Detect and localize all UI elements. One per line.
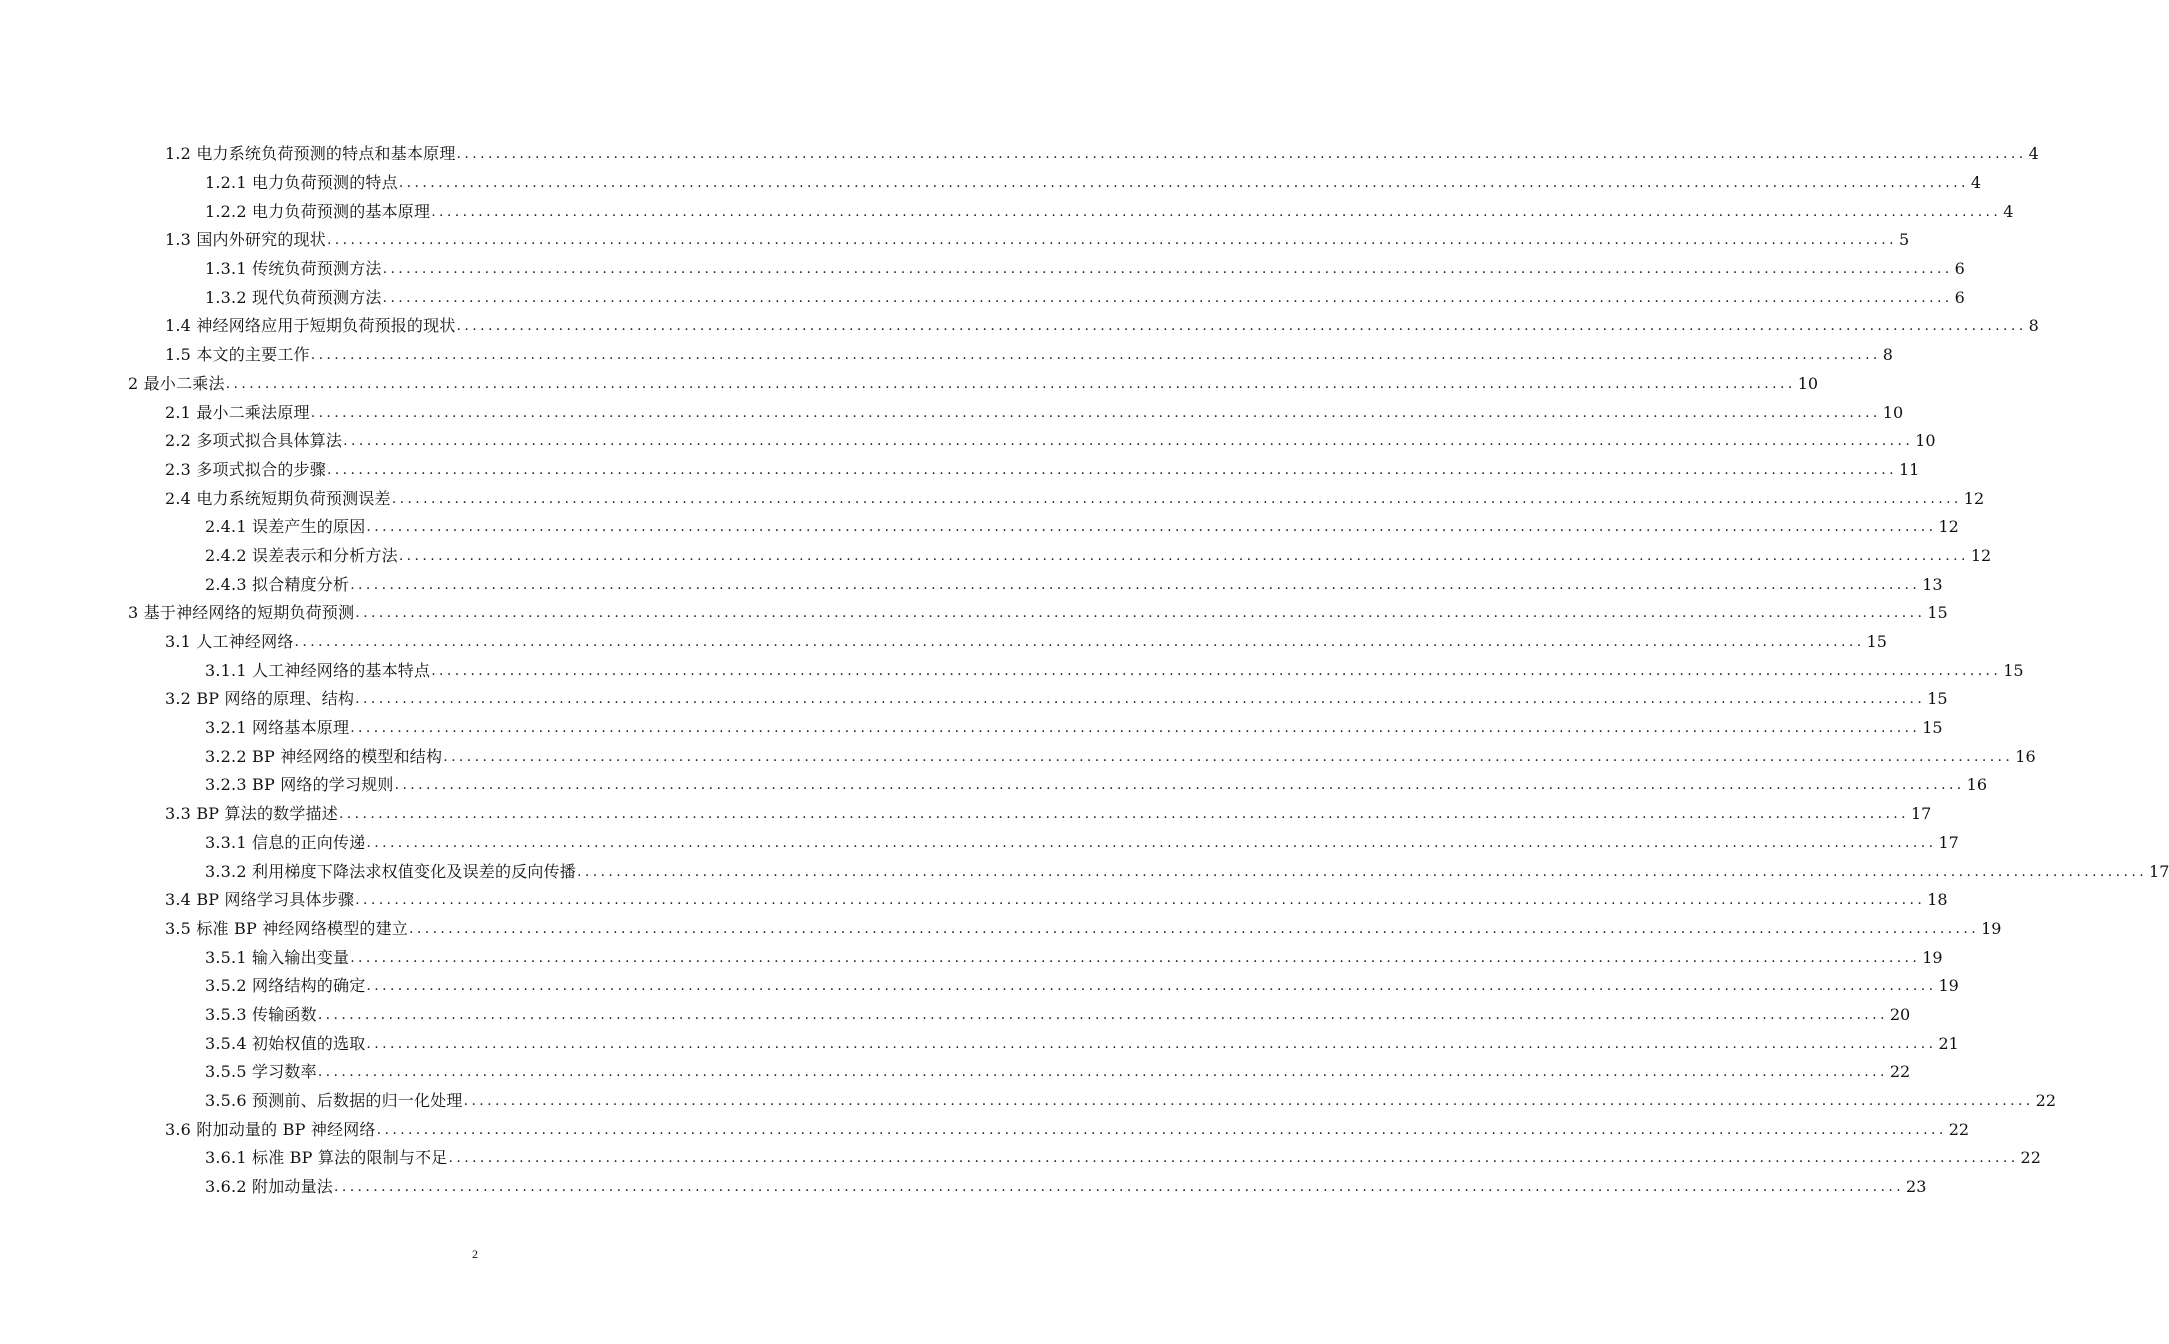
- toc-dot-leader: ........................................................................................................................................................................................................: [225, 375, 1796, 392]
- toc-entry-title: 3.5 标准 BP 神经网络模型的建立: [165, 918, 409, 938]
- toc-dot-leader: ........................................................................................................................................................................................................: [350, 949, 1921, 966]
- toc-entry-title: 2.1 最小二乘法原理: [165, 402, 310, 422]
- toc-entry[interactable]: [0, 742, 2036, 771]
- toc-entry[interactable]: [0, 513, 1959, 542]
- toc-entry[interactable]: [0, 398, 1904, 427]
- toc-dot-leader: ........................................................................................................................................................................................................: [382, 289, 1953, 306]
- toc-entry-title: 1.3 国内外研究的现状: [165, 230, 326, 250]
- toc-entry-page: 15: [1866, 632, 1887, 652]
- toc-entry-title: 3.3.2 利用梯度下降法求权值变化及误差的反向传播: [205, 861, 576, 881]
- toc-entry[interactable]: [0, 197, 2014, 226]
- toc-dot-leader: ........................................................................................................................................................................................................: [366, 519, 1937, 536]
- toc-dot-leader: ........................................................................................................................................................................................................: [456, 318, 2027, 335]
- toc-entry-title: 3.2.1 网络基本原理: [205, 718, 350, 738]
- toc-entry-title: 1.2.1 电力负荷预测的特点: [205, 173, 398, 193]
- toc-dot-leader: ........................................................................................................................................................................................................: [391, 490, 1962, 507]
- toc-entry[interactable]: [0, 456, 1920, 485]
- toc-entry[interactable]: [0, 714, 1943, 743]
- toc-dot-leader: ........................................................................................................................................................................................................: [326, 461, 1897, 478]
- toc-entry-page: 15: [2003, 660, 2024, 680]
- toc-dot-leader: ........................................................................................................................................................................................................: [334, 1179, 1905, 1196]
- toc-entry[interactable]: [0, 1173, 1927, 1202]
- toc-entry[interactable]: [0, 542, 1992, 571]
- toc-entry[interactable]: [0, 972, 1959, 1001]
- toc-dot-leader: ........................................................................................................................................................................................................: [366, 834, 1937, 851]
- toc-entry-title: 3.2.2 BP 神经网络的模型和结构: [205, 746, 443, 766]
- toc-entry-page: 5: [1898, 230, 1910, 250]
- toc-entry-title: 3 基于神经网络的短期负荷预测: [128, 603, 355, 623]
- toc-dot-leader: ........................................................................................................................................................................................................: [376, 1121, 1947, 1138]
- toc-entry-title: 3.5.2 网络结构的确定: [205, 976, 366, 996]
- toc-entry-page: 16: [1966, 775, 1988, 795]
- toc-entry[interactable]: [0, 1058, 1911, 1087]
- toc-entry-title: 3.1 人工神经网络: [165, 632, 294, 652]
- toc-entry-page: 17: [1911, 804, 1932, 824]
- toc-entry-title: 1.3.2 现代负荷预测方法: [205, 287, 382, 307]
- toc-entry-page: 8: [1882, 345, 1893, 365]
- toc-entry[interactable]: [0, 341, 1893, 370]
- toc-dot-leader: ........................................................................................................................................................................................................: [448, 1150, 2019, 1167]
- toc-dot-leader: ........................................................................................................................................................................................................: [310, 347, 1881, 364]
- toc-entry-page: 17: [1938, 832, 1959, 852]
- toc-entry-page: 19: [1938, 976, 1959, 996]
- toc-dot-leader: ........................................................................................................................................................................................................: [350, 576, 1921, 593]
- toc-dot-leader: ........................................................................................................................................................................................................: [398, 547, 1969, 564]
- toc-entry[interactable]: [0, 283, 1965, 312]
- toc-entry[interactable]: [0, 1144, 2041, 1173]
- toc-entry-page: 15: [1927, 603, 1948, 623]
- toc-dot-leader: ........................................................................................................................................................................................................: [355, 605, 1926, 622]
- toc-entry[interactable]: [0, 255, 1965, 284]
- toc-dot-leader: ........................................................................................................................................................................................................: [366, 1035, 1937, 1052]
- toc-entry-page: 6: [1954, 259, 1965, 279]
- toc-entry-page: 4: [2028, 144, 2039, 164]
- toc-entry-page: 12: [1970, 545, 1992, 565]
- toc-entry-title: 3.2 BP 网络的原理、结构: [165, 689, 355, 709]
- toc-dot-leader: ........................................................................................................................................................................................................: [343, 433, 1914, 450]
- toc-entry[interactable]: [0, 484, 1985, 513]
- toc-entry-title: 3.6.1 标准 BP 算法的限制与不足: [205, 1148, 448, 1168]
- toc-entry-title: 1.2 电力系统负荷预测的特点和基本原理: [165, 144, 456, 164]
- toc-entry-title: 3.5.5 学习数率: [205, 1062, 317, 1082]
- toc-dot-leader: ........................................................................................................................................................................................................: [409, 920, 1980, 937]
- toc-entry-page: 19: [1981, 918, 2002, 938]
- toc-entry[interactable]: [0, 943, 1943, 972]
- toc-entry-page: 6: [1954, 287, 1965, 307]
- toc-entry[interactable]: [0, 1001, 1911, 1030]
- toc-dot-leader: ........................................................................................................................................................................................................: [310, 404, 1881, 421]
- toc-dot-leader: ........................................................................................................................................................................................................: [366, 978, 1937, 995]
- toc-entry-title: 3.6.2 附加动量法: [205, 1177, 333, 1197]
- toc-entry[interactable]: [0, 599, 1948, 628]
- toc-entry-page: 8: [2028, 316, 2039, 336]
- toc-dot-leader: ........................................................................................................................................................................................................: [443, 748, 2014, 765]
- toc-entry-page: 11: [1898, 459, 1920, 479]
- toc-entry-page: 15: [1927, 689, 1948, 709]
- toc-entry-title: 2.2 多项式拟合具体算法: [165, 431, 343, 451]
- toc-entry-page: 17: [2149, 861, 2169, 881]
- toc-dot-leader: ........................................................................................................................................................................................................: [326, 232, 1897, 249]
- toc-dot-leader: ........................................................................................................................................................................................................: [382, 261, 1953, 278]
- toc-entry-page: 4: [1970, 173, 1982, 193]
- toc-entry-title: 2.4.3 拟合精度分析: [205, 574, 350, 594]
- table-of-contents: [0, 140, 2169, 1201]
- toc-entry[interactable]: [0, 169, 1982, 198]
- toc-dot-leader: ........................................................................................................................................................................................................: [463, 1093, 2034, 1110]
- toc-entry[interactable]: [0, 886, 1948, 915]
- toc-entry-title: 3.2.3 BP 网络的学习规则: [205, 775, 394, 795]
- page-number: 2: [472, 1247, 478, 1261]
- toc-dot-leader: ........................................................................................................................................................................................................: [317, 1006, 1888, 1023]
- toc-entry[interactable]: [0, 570, 1943, 599]
- toc-entry[interactable]: [0, 829, 1959, 858]
- toc-entry[interactable]: [0, 427, 1936, 456]
- toc-dot-leader: ........................................................................................................................................................................................................: [294, 634, 1865, 651]
- toc-entry[interactable]: [0, 771, 1988, 800]
- toc-entry[interactable]: [0, 656, 2024, 685]
- toc-entry-title: 3.5.6 预测前、后数据的归一化处理: [205, 1091, 463, 1111]
- toc-entry-page: 18: [1927, 890, 1948, 910]
- toc-entry-page: 22: [2035, 1091, 2057, 1111]
- toc-dot-leader: ........................................................................................................................................................................................................: [350, 720, 1921, 737]
- toc-dot-leader: ........................................................................................................................................................................................................: [431, 203, 2002, 220]
- toc-dot-leader: ........................................................................................................................................................................................................: [317, 1064, 1888, 1081]
- toc-dot-leader: ........................................................................................................................................................................................................: [355, 691, 1926, 708]
- toc-entry-title: 2.4 电力系统短期负荷预测误差: [165, 488, 391, 508]
- toc-entry-page: 21: [1938, 1033, 1959, 1053]
- toc-entry-page: 20: [1889, 1004, 1911, 1024]
- toc-entry-title: 1.3.1 传统负荷预测方法: [205, 259, 382, 279]
- toc-entry-title: 3.6 附加动量的 BP 神经网络: [165, 1119, 376, 1139]
- toc-entry-title: 3.3.1 信息的正向传递: [205, 832, 366, 852]
- toc-entry[interactable]: [0, 1115, 1970, 1144]
- toc-entry[interactable]: [0, 685, 1948, 714]
- toc-entry-page: 13: [1922, 574, 1943, 594]
- toc-entry-title: 3.5.3 传输函数: [205, 1004, 317, 1024]
- toc-entry[interactable]: [0, 370, 1819, 399]
- toc-entry-title: 3.5.1 输入输出变量: [205, 947, 350, 967]
- toc-entry-title: 1.5 本文的主要工作: [165, 345, 310, 365]
- toc-entry-page: 15: [1922, 718, 1943, 738]
- toc-entry-title: 2.4.2 误差表示和分析方法: [205, 545, 398, 565]
- toc-entry-page: 10: [1882, 402, 1904, 422]
- toc-dot-leader: ........................................................................................................................................................................................................: [394, 777, 1965, 794]
- toc-dot-leader: ........................................................................................................................................................................................................: [338, 806, 1909, 823]
- toc-entry-page: 22: [1889, 1062, 1911, 1082]
- toc-entry-page: 22: [2020, 1148, 2041, 1168]
- toc-entry-page: 4: [2003, 201, 2014, 221]
- toc-entry-page: 10: [1797, 373, 1819, 393]
- toc-entry-title: 3.3 BP 算法的数学描述: [165, 804, 338, 824]
- toc-entry[interactable]: [0, 312, 2039, 341]
- toc-entry-title: 2.3 多项式拟合的步骤: [165, 459, 326, 479]
- toc-dot-leader: ........................................................................................................................................................................................................: [577, 863, 2148, 880]
- toc-entry-page: 12: [1938, 517, 1959, 537]
- toc-entry[interactable]: [0, 800, 1932, 829]
- toc-entry-title: 2.4.1 误差产生的原因: [205, 517, 366, 537]
- toc-entry[interactable]: [0, 915, 2002, 944]
- toc-entry-title: 3.4 BP 网络学习具体步骤: [165, 890, 355, 910]
- toc-entry[interactable]: [0, 628, 1887, 657]
- toc-entry-title: 1.2.2 电力负荷预测的基本原理: [205, 201, 431, 221]
- toc-entry[interactable]: [0, 1087, 2057, 1116]
- toc-entry-page: 19: [1922, 947, 1943, 967]
- toc-entry-page: 23: [1906, 1177, 1927, 1197]
- toc-entry-title: 1.4 神经网络应用于短期负荷预报的现状: [165, 316, 456, 336]
- toc-entry-title: 2 最小二乘法: [128, 373, 225, 393]
- toc-entry-page: 16: [2015, 746, 2036, 766]
- toc-dot-leader: ........................................................................................................................................................................................................: [456, 146, 2027, 163]
- toc-entry-title: 3.1.1 人工神经网络的基本特点: [205, 660, 431, 680]
- toc-entry-page: 22: [1948, 1119, 1970, 1139]
- toc-entry[interactable]: [0, 857, 2169, 886]
- toc-entry[interactable]: [0, 1029, 1959, 1058]
- toc-entry[interactable]: [0, 226, 1910, 255]
- toc-entry-title: 3.5.4 初始权值的选取: [205, 1033, 366, 1053]
- toc-entry-page: 10: [1915, 431, 1936, 451]
- toc-dot-leader: ........................................................................................................................................................................................................: [431, 662, 2002, 679]
- toc-entry-page: 12: [1963, 488, 1985, 508]
- toc-dot-leader: ........................................................................................................................................................................................................: [398, 175, 1969, 192]
- toc-dot-leader: ........................................................................................................................................................................................................: [355, 892, 1926, 909]
- toc-entry[interactable]: [0, 140, 2039, 169]
